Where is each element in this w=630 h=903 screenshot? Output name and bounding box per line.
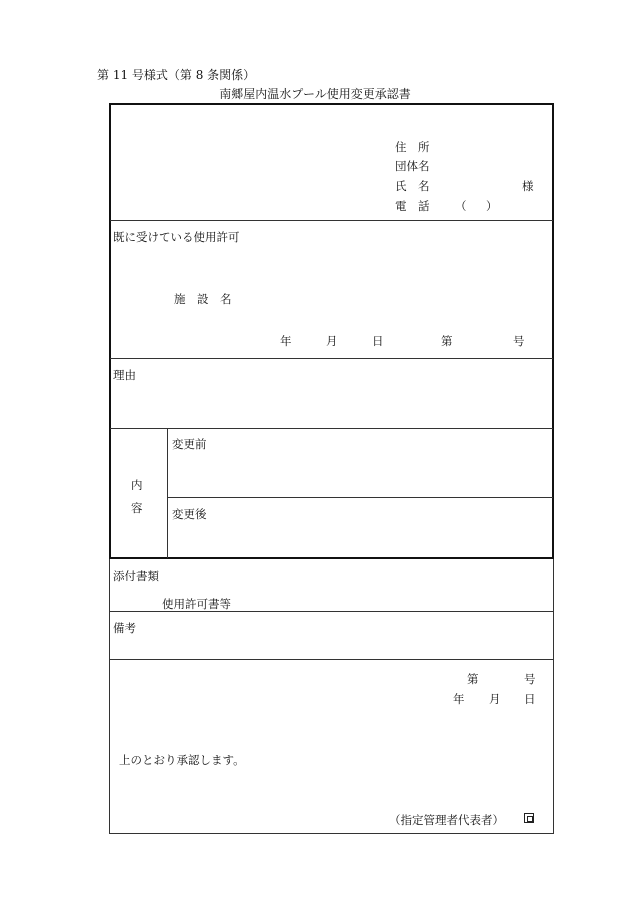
- address-label: 住 所: [395, 140, 430, 154]
- divider-permit: [110, 358, 553, 359]
- divider-remarks: [110, 659, 553, 660]
- approval-go: 号: [524, 672, 536, 686]
- approval-year: 年: [453, 692, 465, 706]
- facility-name-label: 施 設 名: [174, 292, 232, 306]
- after-change-label: 変更後: [172, 507, 207, 521]
- divider-reason: [110, 428, 553, 429]
- permit-go: 号: [513, 334, 525, 348]
- phone-paren-open: （: [455, 199, 467, 213]
- form-main-frame: [109, 103, 554, 559]
- phone-label: 電 話: [395, 199, 430, 213]
- divider-applicant: [110, 220, 553, 221]
- reason-label: 理由: [113, 368, 136, 382]
- approval-dai: 第: [467, 672, 479, 686]
- group-name-label: 団体名: [395, 159, 430, 173]
- approval-day: 日: [524, 692, 536, 706]
- divider-content: [167, 497, 553, 498]
- attachment-item: 使用許可書等: [162, 597, 231, 611]
- signatory-label: （指定管理者代表者）: [389, 813, 504, 827]
- attachments-label: 添付書類: [113, 569, 159, 583]
- content-label-char2: 容: [131, 501, 143, 515]
- permit-month: 月: [326, 334, 338, 348]
- permit-dai: 第: [441, 334, 453, 348]
- name-label: 氏 名: [395, 179, 430, 193]
- form-number: 第 11 号様式（第 8 条関係）: [97, 68, 256, 82]
- honorific-sama: 様: [522, 179, 534, 193]
- phone-paren-close: ）: [486, 199, 498, 213]
- existing-permit-label: 既に受けている使用許可: [113, 230, 240, 244]
- content-label-char1: 内: [131, 478, 143, 492]
- permit-year: 年: [280, 334, 292, 348]
- approval-statement: 上のとおり承認します。: [119, 753, 245, 767]
- before-change-label: 変更前: [172, 437, 207, 451]
- seal-icon: [524, 813, 534, 823]
- form-title: 南郷屋内温水プール使用変更承認書: [219, 87, 411, 101]
- remarks-label: 備考: [113, 621, 136, 635]
- permit-day: 日: [372, 334, 384, 348]
- approval-month: 月: [489, 692, 501, 706]
- content-column-divider: [167, 428, 168, 558]
